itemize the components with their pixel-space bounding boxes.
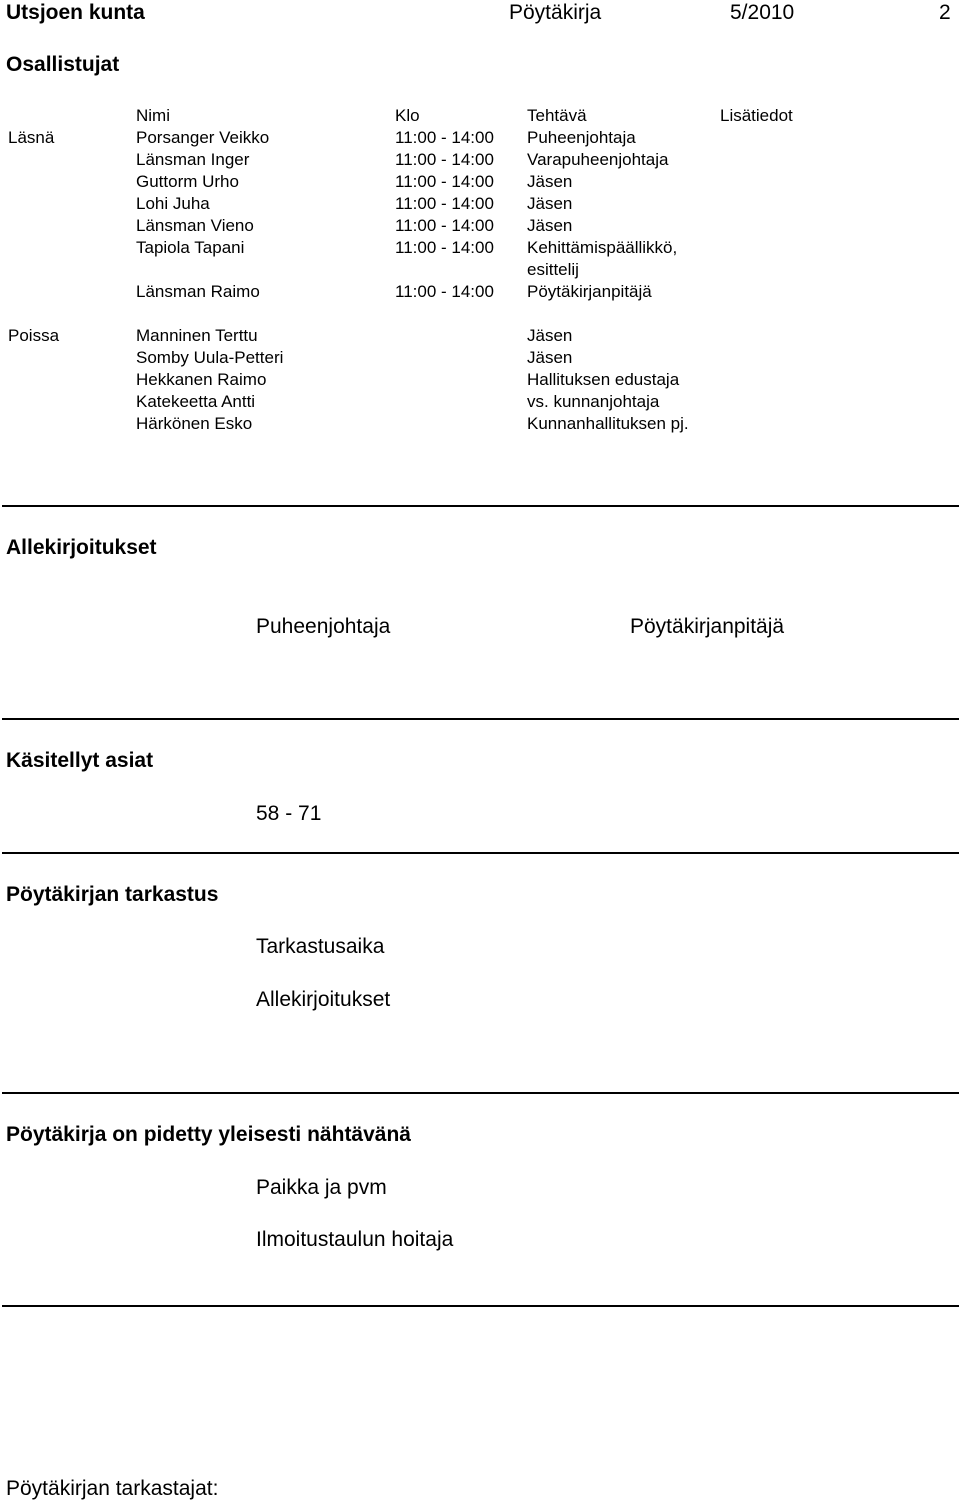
table-row: Länsman Inger <box>136 150 250 169</box>
table-row: Porsanger Veikko <box>136 128 270 147</box>
section-divider <box>2 505 959 507</box>
table-cell-time: 11:00 - 14:00 <box>395 150 494 169</box>
table-row: Guttorm Urho <box>136 172 239 191</box>
review-signatures-label: Allekirjoitukset <box>256 988 391 1011</box>
secretary-signature-label: Pöytäkirjanpitäjä <box>630 615 785 638</box>
review-title: Pöytäkirjan tarkastus <box>6 883 219 906</box>
table-cell-time: 11:00 - 14:00 <box>395 238 494 257</box>
table-cell-role: Kehittämispäällikkö, <box>527 238 678 257</box>
table-cell-role: Jäsen <box>527 216 573 235</box>
items-range: 58 - 71 <box>256 802 322 825</box>
table-row: Manninen Terttu <box>136 326 258 345</box>
table-row: Katekeetta Antti <box>136 392 256 411</box>
place-date-label: Paikka ja pvm <box>256 1176 387 1199</box>
present-label: Läsnä <box>8 128 55 147</box>
table-row: Lohi Juha <box>136 194 210 213</box>
reviewers-label: Pöytäkirjan tarkastajat: <box>6 1477 219 1500</box>
review-time-label: Tarkastusaika <box>256 935 385 958</box>
chair-signature-label: Puheenjohtaja <box>256 615 391 638</box>
column-header-name: Nimi <box>136 106 170 125</box>
table-cell-time: 11:00 - 14:00 <box>395 172 494 191</box>
section-divider <box>2 852 959 854</box>
section-divider <box>2 718 959 720</box>
table-cell-role: Jäsen <box>527 348 573 367</box>
table-row: Härkönen Esko <box>136 414 253 433</box>
table-cell-role: Varapuheenjohtaja <box>527 150 669 169</box>
section-divider <box>2 1092 959 1094</box>
column-header-time: Klo <box>395 106 420 125</box>
table-cell-role: Hallituksen edustaja <box>527 370 680 389</box>
document-number: 5/2010 <box>730 1 795 24</box>
participants-title: Osallistujat <box>6 53 120 76</box>
table-cell-role: Jäsen <box>527 172 573 191</box>
signatures-title: Allekirjoitukset <box>6 536 157 559</box>
table-row: Länsman Vieno <box>136 216 254 235</box>
document-type: Pöytäkirja <box>509 1 602 24</box>
column-header-role: Tehtävä <box>527 106 587 125</box>
table-cell-role: Kunnanhallituksen pj. <box>527 414 689 433</box>
table-row: Länsman Raimo <box>136 282 260 301</box>
table-cell-time: 11:00 - 14:00 <box>395 216 494 235</box>
table-cell-role: vs. kunnanjohtaja <box>527 392 660 411</box>
table-row: Somby Uula-Petteri <box>136 348 284 367</box>
table-cell-role: Pöytäkirjanpitäjä <box>527 282 652 301</box>
section-divider <box>2 1305 959 1307</box>
table-cell-time: 11:00 - 14:00 <box>395 194 494 213</box>
municipality-name: Utsjoen kunta <box>6 1 145 24</box>
absent-label: Poissa <box>8 326 60 345</box>
table-row: Hekkanen Raimo <box>136 370 267 389</box>
display-title: Pöytäkirja on pidetty yleisesti nähtävänä <box>6 1123 411 1146</box>
items-title: Käsitellyt asiat <box>6 749 154 772</box>
table-cell-role: Jäsen <box>527 194 573 213</box>
table-cell-role: Jäsen <box>527 326 573 345</box>
table-row: Tapiola Tapani <box>136 238 245 257</box>
page-number: 2 <box>939 1 951 24</box>
board-keeper-label: Ilmoitustaulun hoitaja <box>256 1228 454 1251</box>
table-cell-time: 11:00 - 14:00 <box>395 128 494 147</box>
table-cell-role-continued: esittelij <box>527 260 579 279</box>
column-header-info: Lisätiedot <box>720 106 793 125</box>
table-cell-role: Puheenjohtaja <box>527 128 636 147</box>
table-cell-time: 11:00 - 14:00 <box>395 282 494 301</box>
